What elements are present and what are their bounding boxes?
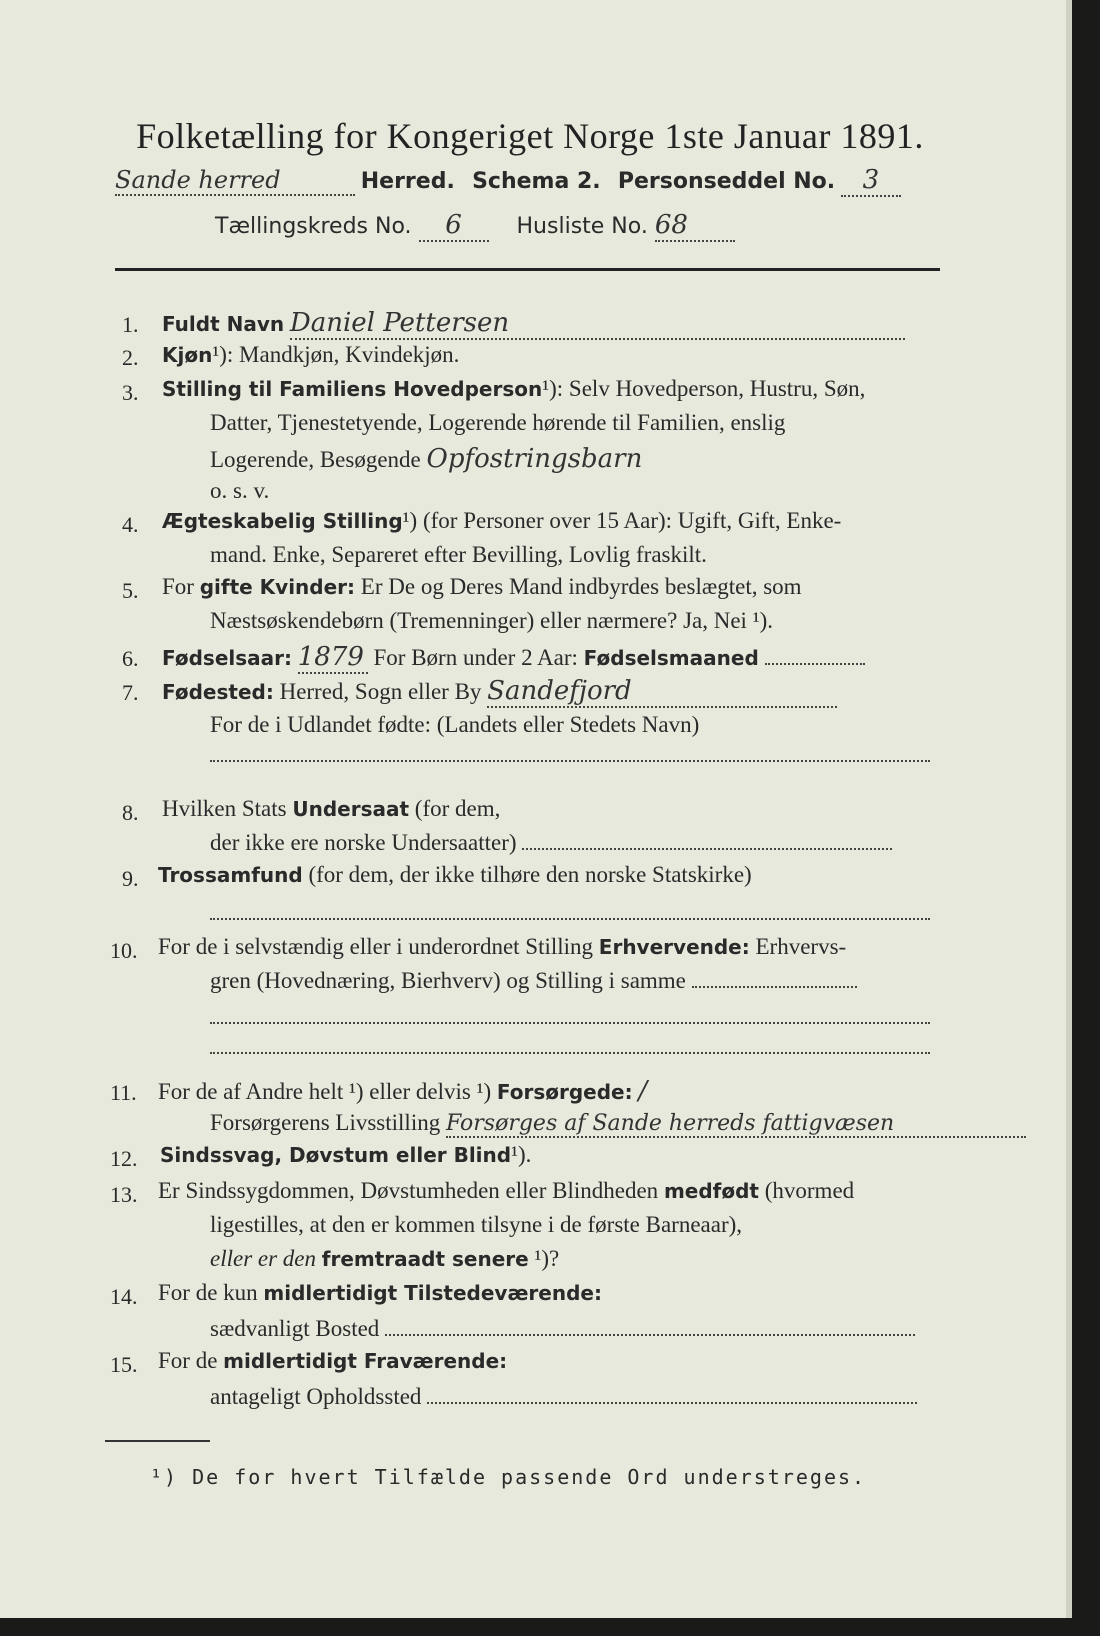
q11-row [158,1076,647,1106]
personseddel-label: Personseddel No. [617,169,836,194]
q7-value: Sandefjord [487,676,837,708]
q15-row [158,1348,507,1374]
q10-line2: gren (Hovednæring, Bierhverv) og Stilling i samme [210,968,686,993]
q13-line3-row [210,1246,559,1272]
q12-rest: ¹). [511,1142,532,1167]
q3-rest: ¹): Selv Hovedperson, Hustru, Søn, [542,376,866,401]
q8-label: Undersaat [292,797,410,821]
q9-number: 9. [122,866,139,891]
q7-line2: For de i Udlandet fødte: (Landets eller Stedets Navn) [210,712,700,737]
q9-label: Trossamfund [158,863,303,887]
q13-pre: Er Sindssygdommen, Døvstumheden eller Blindheden [158,1178,659,1203]
form-title: Folketælling for Kongeriget Norge 1ste Januar 1891. [136,116,924,156]
q4-row [162,508,841,534]
footnote: ¹) De for hvert Tilfælde passende Ord understreges. [150,1465,867,1489]
q5-number: 5. [122,578,139,603]
q1-value: Daniel Pettersen [290,308,905,340]
q15-label: midlertidigt Fraværende: [223,1349,508,1373]
q8-pre: Hvilken Stats [162,796,287,821]
q6-label2: Fødselsmaaned [583,646,759,670]
q8-number: 8. [122,800,139,825]
q5-label: gifte Kvinder: [199,575,356,599]
q13-number: 13. [110,1182,138,1207]
q4-rest: ¹) (for Personer over 15 Aar): Ugift, Gift, Enke- [402,508,842,533]
q10-pre: For de i selvstændig eller i underordnet Stilling [158,934,594,959]
q10-rest: Erhvervs- [755,934,847,959]
q6-value: 1879 [298,642,368,674]
q10-line2-row [210,968,857,994]
q7-rest: Herred, Sogn eller By [279,679,482,704]
husliste-value: 68 [655,210,735,242]
q7-label: Fødested: [162,680,274,704]
q14-number: 14. [110,1284,138,1309]
q6-rest: For Børn under 2 Aar: [373,645,578,670]
q10-answer-line1 [692,986,857,988]
q5-row [162,574,802,600]
q11-label: Forsørgede: [496,1080,633,1104]
q14-answer-line [385,1334,915,1336]
q13-line2: ligestilles, at den er kommen tilsyne i de første Barneaar), [210,1212,743,1237]
q10-answer-line2 [210,1022,930,1024]
q3-line3 [210,444,642,474]
q15-number: 15. [110,1352,138,1377]
q1-row [162,308,905,340]
q13-row [158,1178,854,1204]
q4-label: Ægteskabelig Stilling [162,509,403,533]
q14-line2-row [210,1316,915,1342]
kreds-value: 6 [419,210,489,242]
q9-row [158,862,752,888]
q6-label: Fødselsaar: [162,646,292,670]
herred-label: Herred. [360,169,455,194]
q3-value: Opfostringsbarn [426,444,643,474]
q11-line2: Forsørgerens Livsstilling [210,1110,441,1135]
q7-number: 7. [122,680,139,705]
q8-rest: (for dem, [414,796,501,821]
q3-line3-text: Logerende, Besøgende [210,447,421,472]
q1-label: Fuldt Navn [162,312,285,336]
q11-pre: For de af Andre helt ¹) eller delvis ¹) [158,1079,492,1104]
q3-row [162,376,865,402]
q6-row [162,642,865,674]
q11-value: Forsørges af Sande herreds fattigvæsen [446,1111,1026,1138]
q6-number: 6. [122,646,139,671]
q10-number: 10. [110,938,138,963]
q7-row [162,676,837,708]
q12-number: 12. [110,1146,138,1171]
q4-number: 4. [122,512,139,537]
q15-line2: antageligt Opholdssted [210,1384,422,1409]
q15-answer-line [427,1402,917,1404]
q9-answer-line [210,918,930,920]
q3-label: Stilling til Familiens Hovedperson [162,377,543,401]
header-line-kreds [215,210,735,242]
q13-line3-label: fremtraadt senere [321,1247,529,1271]
q13-line3-rest: ¹)? [534,1246,560,1271]
q15-pre: For de [158,1348,218,1373]
q12-label: Sindssvag, Døvstum eller Blind [160,1143,512,1167]
q2-rest: ¹): Mandkjøn, Kvindekjøn. [212,342,460,367]
q14-pre: For de kun [158,1280,258,1305]
q2-row [162,342,459,368]
q6-month-line [765,663,865,665]
q14-row [158,1280,602,1306]
herred-value: Sande herred [115,166,355,196]
kreds-label: Tællingskreds No. [215,214,412,239]
q8-answer-line [522,848,892,850]
q2-label: Kjøn [162,343,213,367]
schema-label: Schema 2. [472,169,601,194]
header-line-herred [115,165,901,197]
q5-line2: Næstsøskendebørn (Tremenninger) eller nærmere? Ja, Nei ¹). [210,608,774,633]
q15-line2-row [210,1384,917,1410]
q8-row [162,796,500,822]
q10-row [158,934,846,960]
husliste-label: Husliste No. [516,214,648,239]
header-rule [115,268,940,271]
personseddel-value: 3 [841,165,901,197]
q11-line2-row [210,1110,1026,1138]
q2-number: 2. [122,345,139,370]
q11-mark: / [638,1076,648,1106]
q3-line2: Datter, Tjenestetyende, Logerende hørende til Familien, enslig [210,410,786,435]
q5-pre: For [162,574,194,599]
q8-line2-row [210,830,892,856]
q3-number: 3. [122,380,139,405]
q14-line2: sædvanligt Bosted [210,1316,380,1341]
q13-line3-pre: eller er den [210,1246,317,1271]
q5-rest: Er De og Deres Mand indbyrdes beslægtet, som [360,574,802,599]
q8-line2: der ikke ere norske Undersaatter) [210,830,517,855]
q7-answer-line [210,760,930,762]
q13-rest: (hvormed [764,1178,855,1203]
footnote-rule [105,1440,210,1442]
q9-rest: (for dem, der ikke tilhøre den norske Statskirke) [308,862,752,887]
q10-label: Erhvervende: [598,935,750,959]
q1-number: 1. [122,312,139,337]
q14-label: midlertidigt Tilstedeværende: [263,1281,602,1305]
q4-line2: mand. Enke, Separeret efter Bevilling, Lovlig fraskilt. [210,542,707,567]
q3-line4: o. s. v. [210,478,270,503]
q11-number: 11. [110,1080,137,1105]
q10-answer-line3 [210,1052,930,1054]
q12-row [160,1142,531,1168]
q13-label: medfødt [663,1179,759,1203]
